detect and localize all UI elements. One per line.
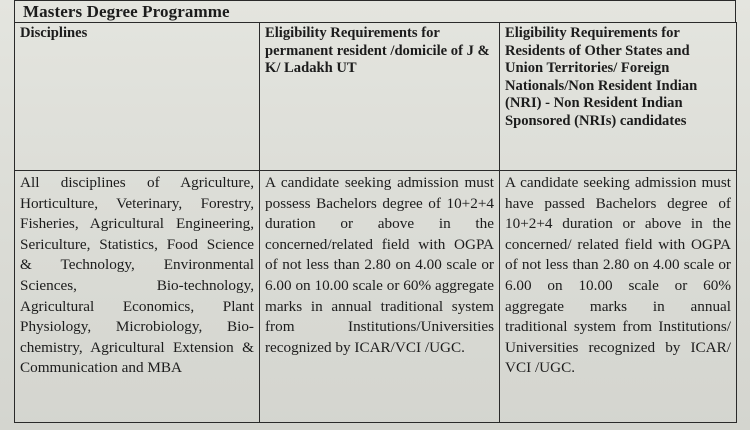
cell-disciplines: All disciplines of Agriculture, Horticulture, Veterinary, Forestry, Fisheries, Agricultural Engineering, Sericulture, Statistics, Food Science & Technology, Environmental Sciences, Bio-technology, Agricultural Economics, Plant Physiology, Microbiology, Bio-chemistry, Agricultural Extension & Communication and MBA xyxy=(15,171,260,423)
programme-title: Masters Degree Programme xyxy=(23,2,230,21)
table-row xyxy=(15,171,737,423)
header-disciplines: Disciplines xyxy=(15,23,260,171)
cell-other-states-requirement: A candidate seeking admission must have passed Bachelors degree of 10+2+4 duration or above in the concerned/ related field with OGPA of not less than 2.80 on 4.00 scale or 6.00 on 10.00 scale or 60% aggregate marks in annual traditional system from Institutions/ Universities recognized by ICAR/ VCI /UGC. xyxy=(500,171,737,423)
cell-jk-ladakh-requirement: A candidate seeking admission must possess Bachelors degree of 10+2+4 duration or above in the concerned/related field with OGPA of not less than 2.80 on 4.00 scale or 6.00 on 10.00 scale or 60% aggregate marks in annual traditional system from Institutions/Universities recognized by ICAR/VCI /UGC. xyxy=(260,171,500,423)
table-header-row xyxy=(15,23,737,171)
eligibility-table xyxy=(14,22,737,423)
header-jk-ladakh-eligibility: Eligibility Requirements for permanent resident /domicile of J & K/ Ladakh UT xyxy=(260,23,500,171)
header-other-states-eligibility: Eligibility Requirements for Residents of Other States and Union Territories/ Foreign Nationals/Non Resident Indian (NRI) - Non Resident Indian Sponsored (NRIs) candidates xyxy=(500,23,737,171)
programme-title-bar xyxy=(14,0,736,22)
